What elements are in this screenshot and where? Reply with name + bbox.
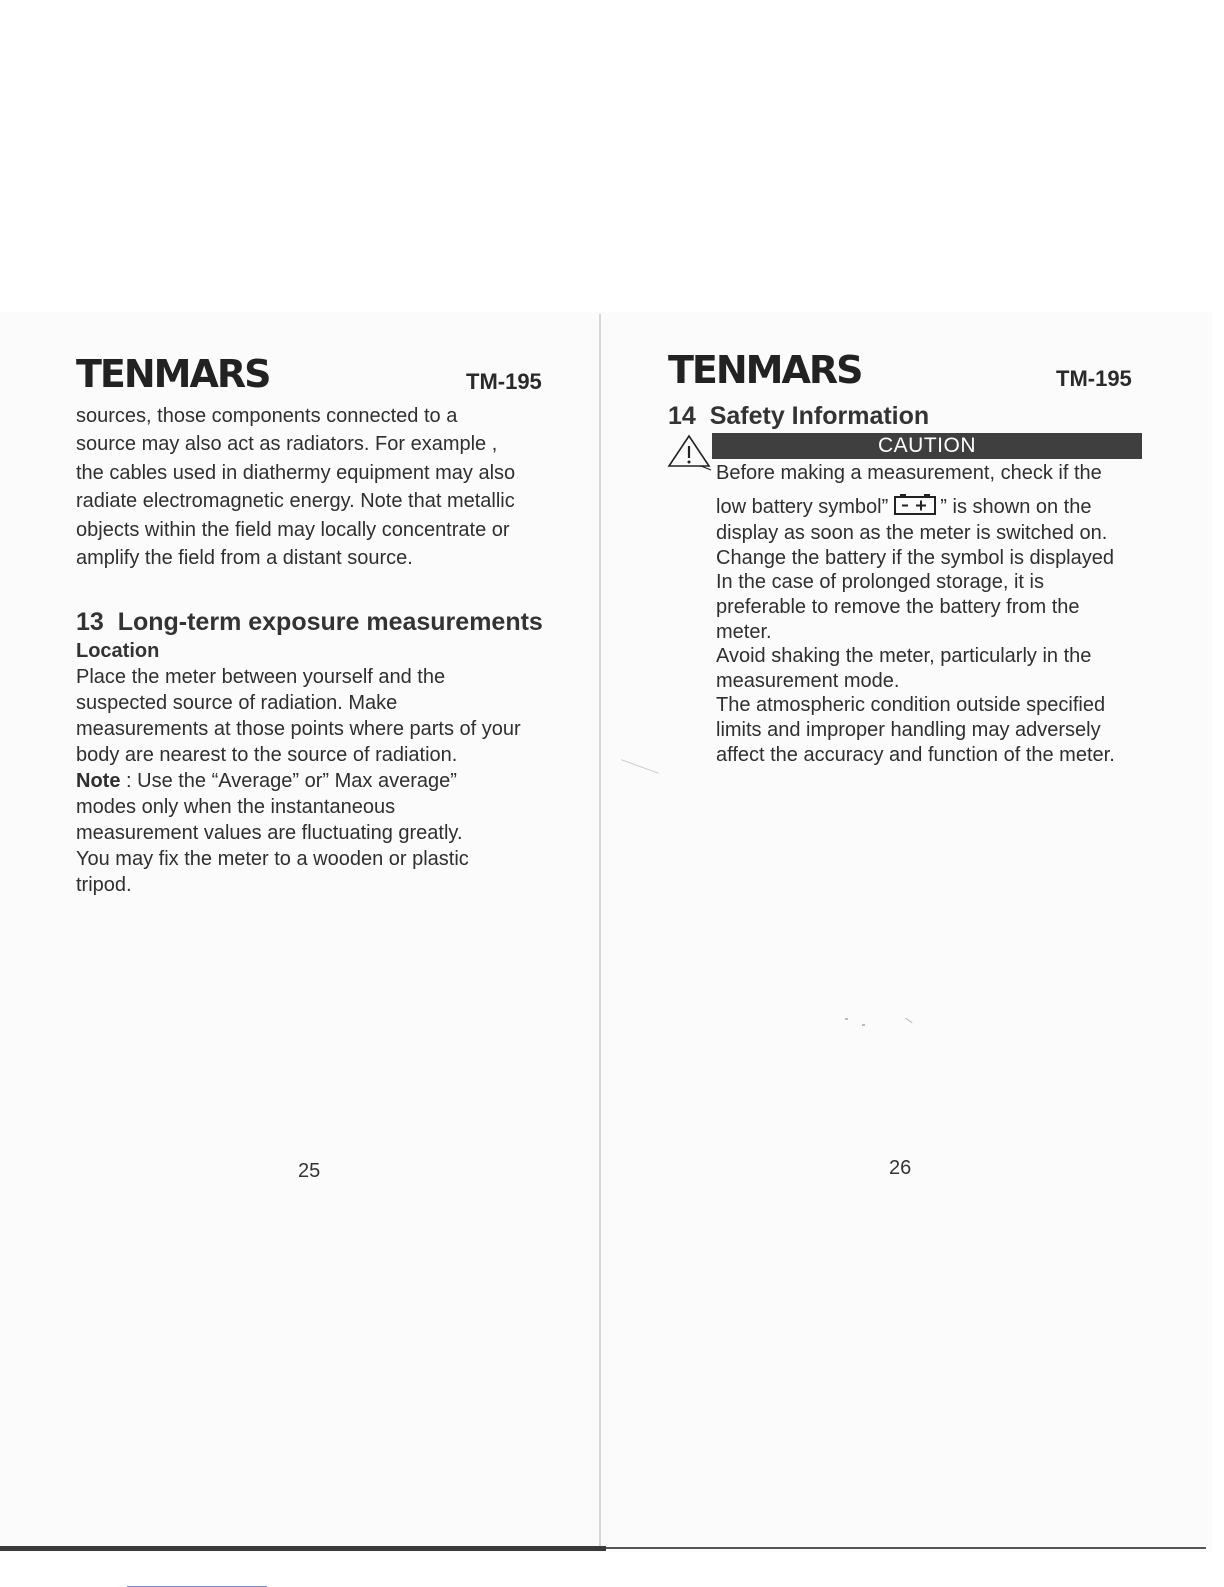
location-paragraph [76,664,576,898]
center-fold [599,314,601,1546]
brand-logo: TENMARS [668,348,862,392]
text-line: display as soon as the meter is switched on. [716,522,1108,545]
scan-artifact [845,1018,848,1020]
text-line: the cables used in diathermy equipment may also [76,461,516,484]
warning-triangle-icon [665,432,713,477]
note-line [76,768,576,794]
caution-banner: CAUTION [712,433,1142,459]
text-line: objects within the field may locally concentrate or [76,518,510,541]
battery-line [716,493,1156,522]
text-line: sources, those components connected to a [76,405,458,427]
text-line: body are nearest to the source of radiation. [76,744,458,766]
note-label: Note [76,770,121,792]
page-number: 26 [889,1157,912,1179]
model-number: TM-195 [1056,366,1132,391]
page-bottom-edge [606,1547,1206,1549]
text-line: measurement values are fluctuating greatly. [76,822,463,844]
text-line: tripod. [76,874,132,896]
text-fragment: ” is shown on the [940,495,1092,518]
safety-text [716,461,1156,767]
text-line: radiate electromagnetic energy. Note that metallic [76,490,515,513]
text-line: preferable to remove the battery from the [716,595,1080,618]
text-line: You may fix the meter to a wooden or plastic [76,848,469,870]
page-bottom-edge [0,1546,606,1551]
text-line: Avoid shaking the meter, particularly in the [716,645,1092,668]
text-line: In the case of prolonged storage, it is [716,571,1044,594]
text-line: Place the meter between yourself and the [76,666,446,688]
text-line: affect the accuracy and function of the meter. [716,743,1115,766]
note-text: : Use the “Average” or” Max average” [120,770,457,792]
text-line: suspected source of radiation. Make [76,692,398,714]
text-fragment: low battery symbol” [716,495,889,518]
text-line: source may also act as radiators. For example , [76,433,498,456]
subheading: Location [76,640,160,662]
text-line: meter. [716,620,772,643]
brand-logo: TENMARS [76,352,270,396]
text-line: measurement mode. [716,669,900,692]
text-line: amplify the field from a distant source. [76,547,413,570]
text-line: Before making a measurement, check if the [716,462,1102,484]
section-heading: 13 Long-term exposure measurements [76,608,543,636]
text-line: Change the battery if the symbol is displayed [716,546,1114,569]
text-line: modes only when the instantaneous [76,796,396,818]
intro-paragraph [76,402,576,572]
scan-artifact [862,1024,865,1026]
model-number: TM-195 [466,369,542,394]
section-heading: 14 Safety Information [668,402,930,430]
text-line: limits and improper handling may adversely [716,718,1101,741]
text-line: The atmospheric condition outside specified [716,694,1106,717]
page-number: 25 [298,1160,321,1182]
text-line: measurements at those points where parts of your [76,718,521,740]
battery-symbol-icon [894,493,936,522]
